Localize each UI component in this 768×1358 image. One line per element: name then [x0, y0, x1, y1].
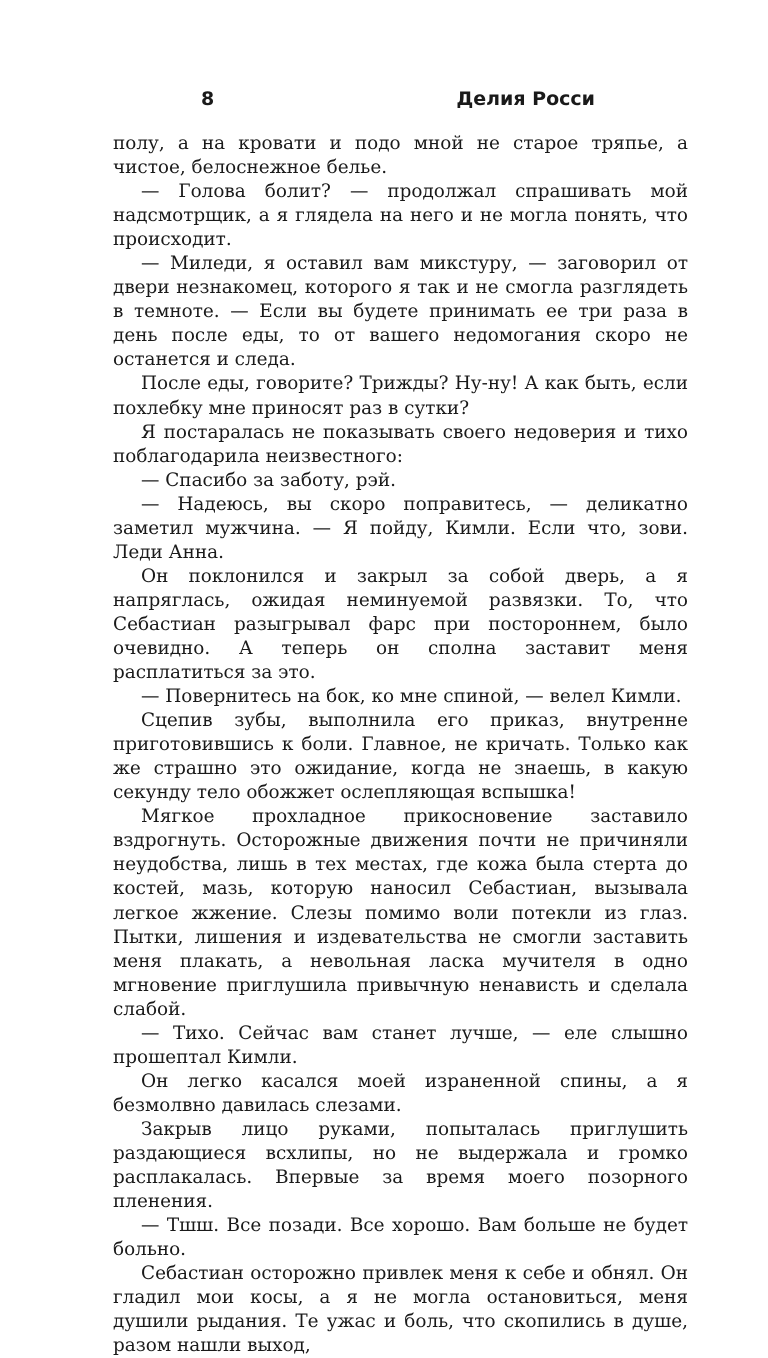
paragraph: — Повернитесь на бок, ко мне спиной, — велел Кимли. — [141, 686, 682, 708]
paragraph: Себастиан осторожно привлек меня к себе и обнял. Он гладил мои косы, а я не могла остановиться, меня душили рыдания. Те ужас и боль, что скопились в душе, разом нашли выход, — [113, 1263, 688, 1357]
paragraph: После еды, говорите? Трижды? Ну-ну! А как быть, если похлебку мне приносят раз в сутки? — [113, 373, 688, 419]
running-head-author: Делия Росси — [456, 88, 595, 110]
paragraph: Сцепив зубы, выполнила его приказ, внутренне приготовившись к боли. Главное, не кричать. Только как же страшно это ожидание, когда не знаешь, в какую секунду тело обожжет ослепляющая вспышка! — [113, 710, 688, 804]
paragraph: Закрыв лицо руками, попыталась приглушить раздающиеся всхлипы, но не выдержала и громко расплакалась. Впервые за время моего позорного пленения. — [113, 1118, 688, 1213]
paragraph: Мягкое прохладное прикосновение заставило вздрогнуть. Осторожные движения почти не причиняли неудобства, лишь в тех местах, где кожа была стерта до костей, мазь, которую наносил Себастиан, вызывала легкое жжение. Слезы помимо воли потекли из глаз. Пытки, лишения и издевательства не смогли заставить меня плакать, а невольная ласка мучителя в одно мгновение приглушила привычную ненависть и сделала слабой. — [113, 806, 688, 1020]
paragraph: — Миледи, я оставил вам микстуру, — заговорил от двери незнакомец, которого я так и не смогла разглядеть в темноте. — Если вы будете принимать ее три раза в день после еды, то от вашего недомогания скоро не останется и следа. — [113, 253, 688, 371]
paragraph: Я постаралась не показывать своего недоверия и тихо поблагодарила неизвестного: — [113, 421, 688, 467]
body-text — [113, 132, 688, 1358]
paragraph: — Голова болит? — продолжал спрашивать мой надсмотрщик, а я глядела на него и не могла понять, что происходит. — [113, 181, 688, 251]
paragraph: — Тшш. Все позади. Все хорошо. Вам больше не будет больно. — [113, 1215, 688, 1261]
paragraph: полу, а на кровати и подо мной не старое тряпье, а чистое, белоснежное белье. — [113, 133, 688, 179]
paragraph: Он поклонился и закрыл за собой дверь, а я напряглась, ожидая неминуемой развязки. То, что Себастиан разыгрывал фарс при постороннем, было очевидно. А теперь он сполна заставит меня расплатиться за это. — [113, 565, 688, 684]
page-number: 8 — [201, 88, 215, 110]
paragraph: — Спасибо за заботу, рэй. — [141, 469, 396, 491]
paragraph: Он легко касался моей израненной спины, а я безмолвно давилась слезами. — [113, 1070, 688, 1116]
paragraph: — Тихо. Сейчас вам станет лучше, — еле слышно прошептал Кимли. — [113, 1022, 688, 1068]
page-header — [113, 84, 688, 122]
paragraph: — Надеюсь, вы скоро поправитесь, — деликатно заметил мужчина. — Я пойду, Кимли. Если что, зови. Леди Анна. — [113, 493, 688, 563]
book-page — [113, 84, 688, 1358]
